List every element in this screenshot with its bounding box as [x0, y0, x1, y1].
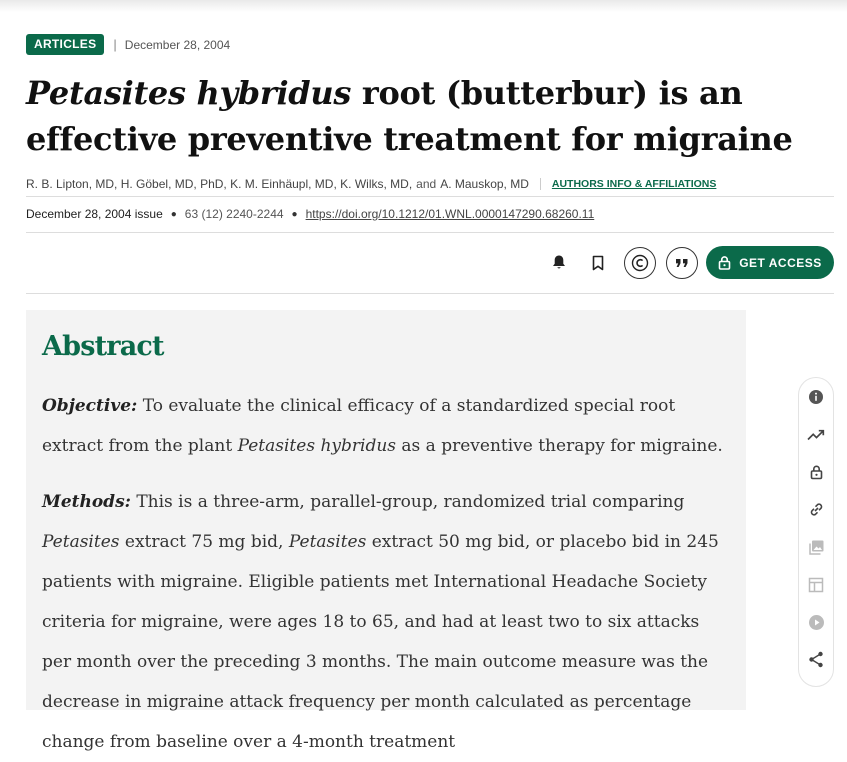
author-list: [26, 177, 716, 191]
divider: [26, 196, 834, 197]
methods-species: Petasites: [288, 532, 367, 552]
author-link[interactable]: K. M. Einhäupl, MD,: [230, 177, 337, 191]
divider: [540, 178, 541, 190]
get-access-label: GET ACCESS: [739, 255, 822, 270]
meta-separator: |: [113, 37, 117, 52]
objective-text-end: as a preventive therapy for migraine.: [396, 436, 723, 456]
title-rest: root (butterbur) is an effective preventive treatment for migraine: [26, 74, 793, 158]
methods-species: Petasites: [42, 532, 120, 552]
article-meta: [26, 34, 230, 55]
bell-icon[interactable]: [543, 247, 575, 279]
objective-species: Petasites hybridus: [237, 436, 396, 456]
author-link[interactable]: K. Wilks, MD,: [340, 177, 413, 191]
abstract-section: [26, 310, 746, 752]
info-icon[interactable]: [804, 386, 828, 409]
doi-link[interactable]: https://doi.org/10.1212/01.WNL.0000147290.68260.11: [305, 207, 595, 221]
abstract-heading: Abstract: [42, 331, 164, 362]
side-toolbar: [798, 377, 834, 687]
play-icon[interactable]: [804, 611, 828, 634]
article-title: [26, 70, 816, 162]
objective-label: Objective:: [42, 396, 138, 416]
issue-info: [26, 207, 594, 221]
images-icon[interactable]: [804, 536, 828, 559]
methods-text: extract 75 mg bid,: [119, 532, 289, 552]
methods-text: This is a three-arm, parallel-group, randomized trial comparing: [130, 492, 685, 512]
author-link[interactable]: H. Göbel, MD, PhD,: [120, 177, 227, 191]
methods-text: extract 50 mg bid, or placebo bid in 245 patients with migraine. Eligible patients met International Headache Society criteria for migraine, were ages 18 to 65, and had at least two to six attacks per month over the preceding 3 months. The main outcome measure was the decrease in migraine attack frequency per month calculated as percentage change from baseline over a 4-month treatment: [42, 532, 719, 752]
link-icon[interactable]: [804, 499, 828, 522]
author-conjunction: and: [416, 177, 437, 191]
abstract-methods: [42, 482, 730, 762]
publication-date: December 28, 2004: [124, 37, 231, 52]
lock-icon[interactable]: [804, 461, 828, 484]
trending-icon[interactable]: [804, 424, 828, 447]
issue-pages: 63 (12) 2240-2244: [184, 207, 284, 221]
share-icon[interactable]: [804, 649, 828, 672]
get-access-button[interactable]: [706, 246, 834, 279]
bullet: ●: [170, 208, 177, 220]
top-shadow: [0, 0, 847, 12]
bullet: ●: [291, 208, 298, 220]
quote-icon[interactable]: [666, 247, 698, 279]
article-type-badge[interactable]: ARTICLES: [26, 34, 104, 55]
article-actions: [536, 246, 834, 279]
bookmark-icon[interactable]: [582, 247, 614, 279]
divider: [26, 232, 834, 233]
author-link[interactable]: R. B. Lipton, MD,: [26, 177, 118, 191]
copyright-icon[interactable]: [624, 247, 656, 279]
authors-affiliations-link[interactable]: AUTHORS INFO & AFFILIATIONS: [551, 178, 717, 190]
objective-text: To evaluate the clinical efficacy of a standardized special root extract from the plant: [42, 396, 676, 456]
methods-label: Methods:: [42, 492, 131, 512]
lock-icon: [718, 255, 731, 270]
title-species: Petasites hybridus: [26, 74, 352, 112]
layout-icon[interactable]: [804, 574, 828, 597]
issue-label[interactable]: December 28, 2004 issue: [26, 207, 163, 221]
divider: [26, 293, 834, 294]
author-link[interactable]: A. Mauskop, MD: [440, 177, 529, 191]
abstract-objective: [42, 386, 730, 466]
